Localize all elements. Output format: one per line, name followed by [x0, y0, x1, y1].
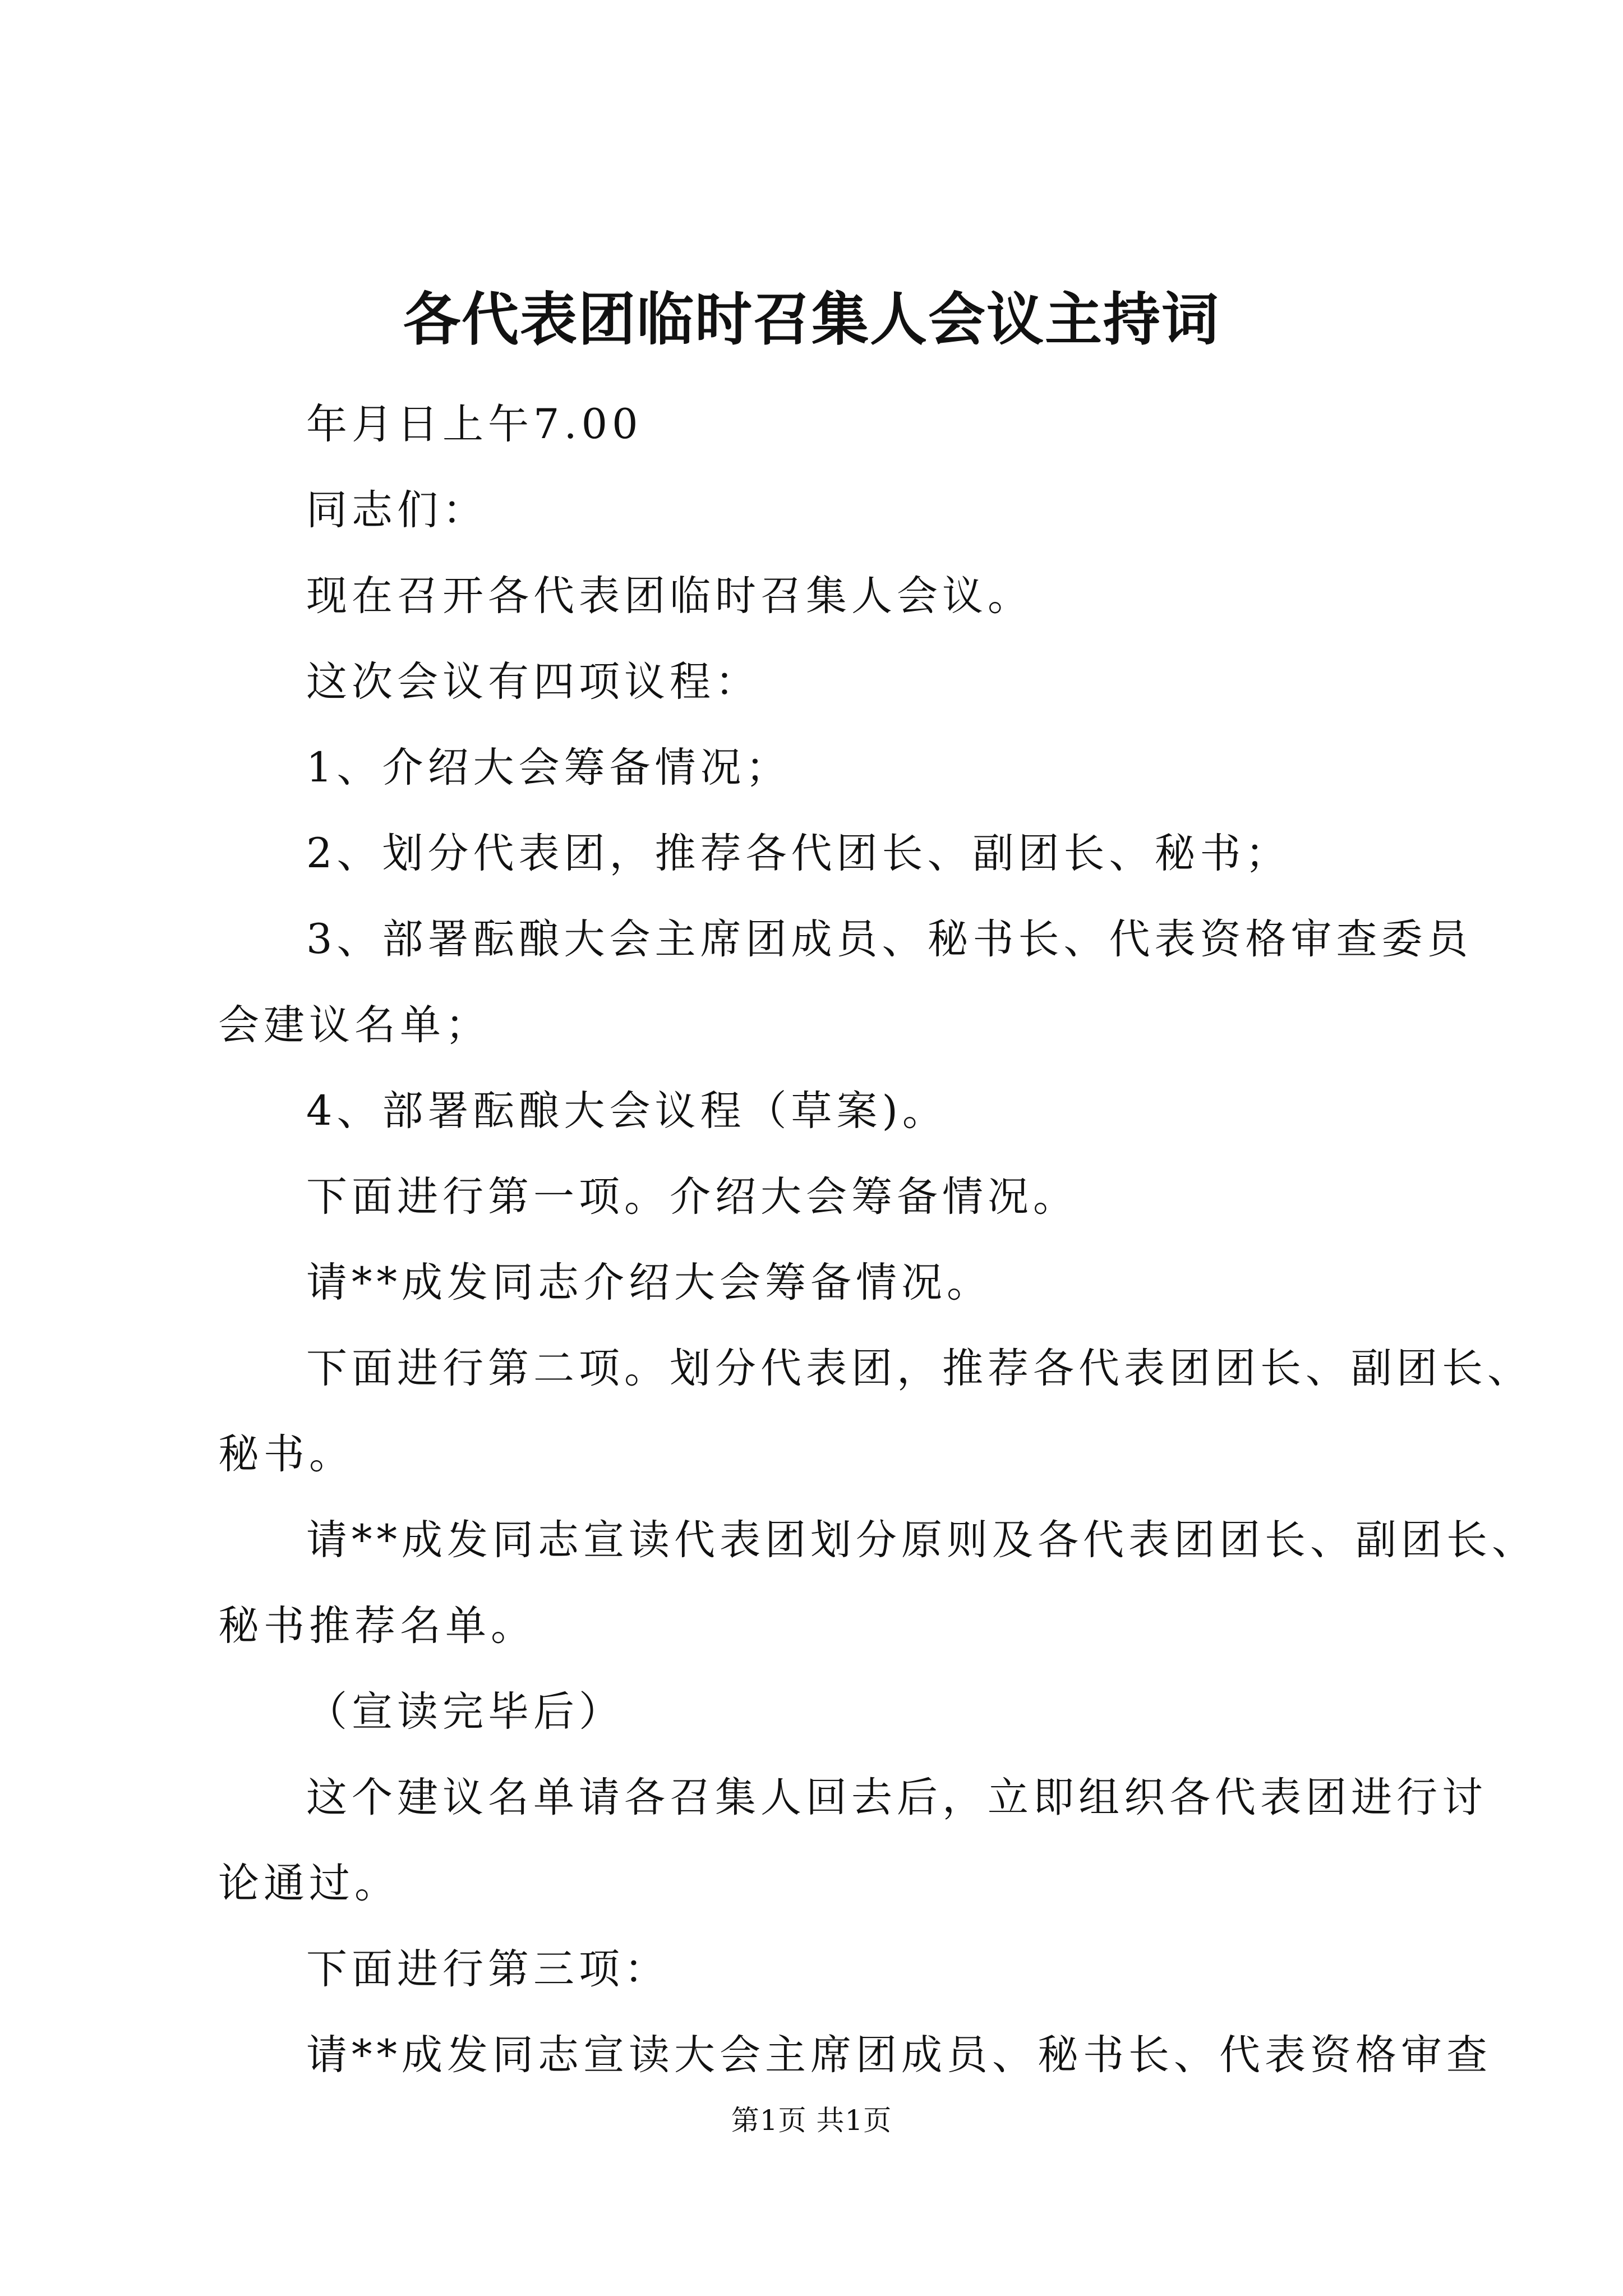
- paragraph-line: 秘书。: [218, 1430, 354, 1478]
- paragraph-line: 下面进行第一项。介绍大会筹备情况。: [306, 1173, 1078, 1221]
- paragraph-line: 同志们：: [306, 486, 488, 534]
- paragraph-line: 3、部署酝酿大会主席团成员、秘书长、代表资格审查委员: [306, 915, 1473, 963]
- paragraph-line: 1、介绍大会筹备情况；: [306, 744, 791, 792]
- paragraph-line: 请**成发同志宣读代表团划分原则及各代表团团长、副团长、: [306, 1516, 1537, 1564]
- paragraph-line: 这次会议有四项议程：: [306, 658, 760, 706]
- paragraph-line: 下面进行第三项：: [306, 1945, 670, 1993]
- paragraph-line: 请**成发同志介绍大会筹备情况。: [306, 1259, 992, 1306]
- paragraph-line: 下面进行第二项。划分代表团，推荐各代表团团长、副团长、: [306, 1345, 1533, 1392]
- paragraph-line: 年月日上午7.00: [306, 401, 643, 448]
- document-body: [218, 381, 1537, 2098]
- paragraph-line: 秘书推荐名单。: [218, 1602, 536, 1650]
- paragraph-line: 4、部署酝酿大会议程（草案)。: [306, 1087, 948, 1135]
- paragraph-line: 现在召开各代表团临时召集人会议。: [306, 572, 1033, 620]
- paragraph-line: （宣读完毕后）: [306, 1688, 624, 1736]
- page-footer: 第1页 共1页: [731, 2104, 892, 2137]
- paragraph-line: 2、划分代表团，推荐各代团长、副团长、秘书；: [306, 830, 1291, 877]
- paragraph-line: 论通过。: [218, 1860, 400, 1907]
- paragraph-line: 这个建议名单请各召集人回去后，立即组织各代表团进行讨: [306, 1774, 1487, 1821]
- paragraph-line: 请**成发同志宣读大会主席团成员、秘书长、代表资格审查: [306, 2031, 1492, 2079]
- document-title: 各代表团临时召集人会议主持词: [403, 286, 1220, 353]
- paragraph-line: 会建议名单；: [218, 1001, 491, 1049]
